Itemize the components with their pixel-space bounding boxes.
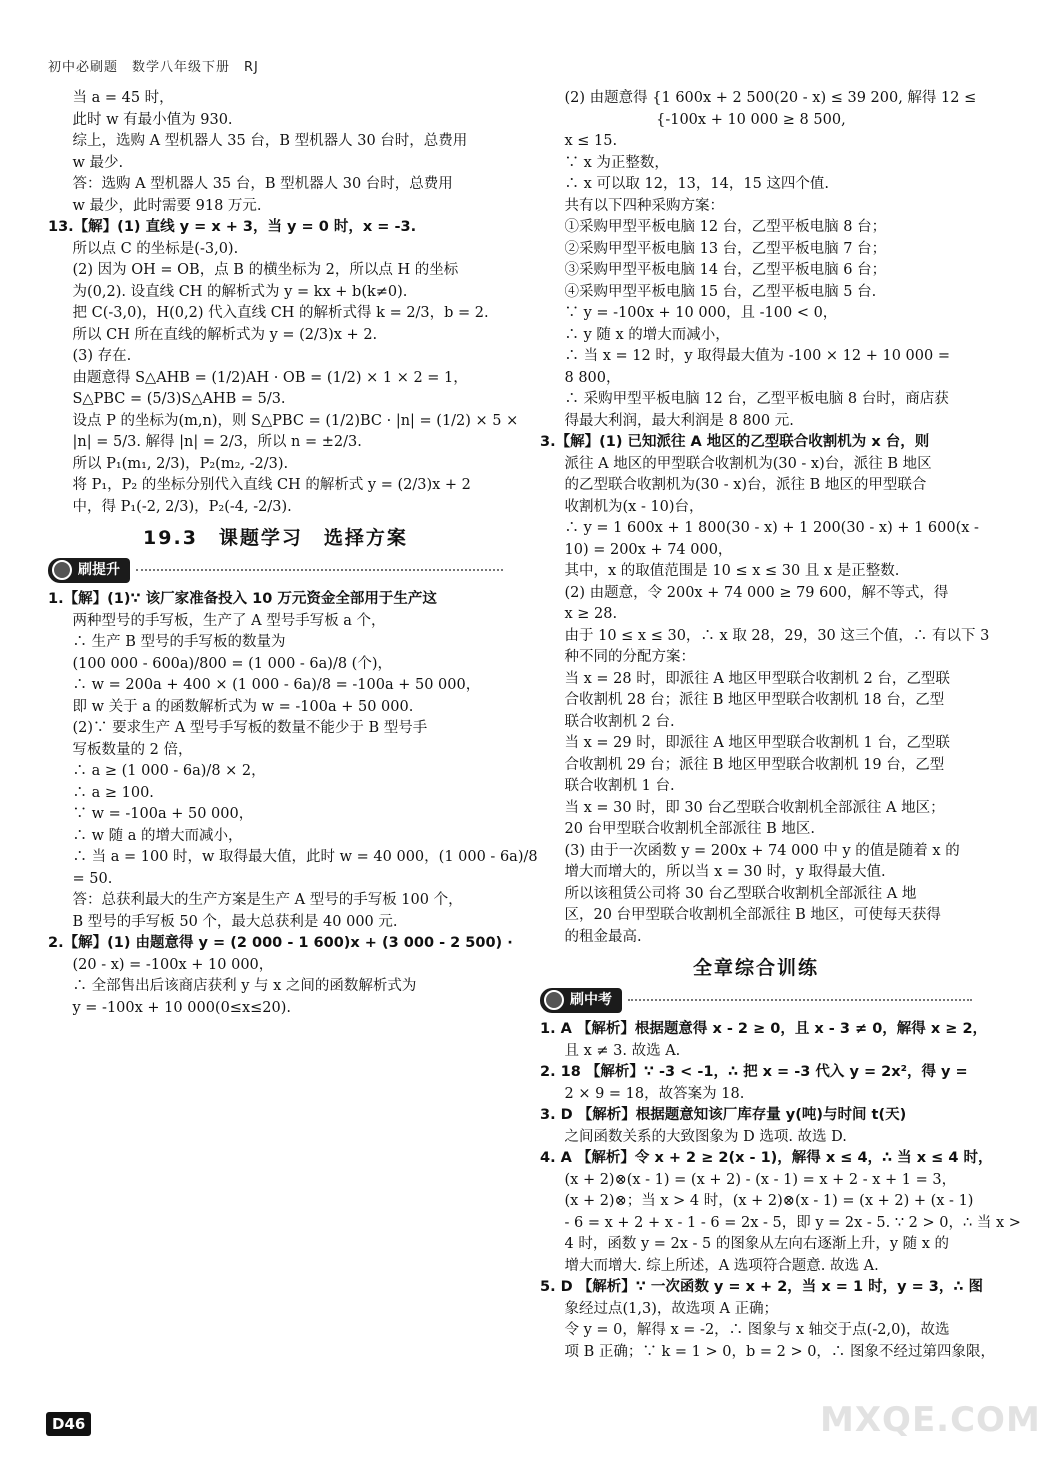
text-line: ∴ y 随 x 的增大而减小，: [550, 326, 730, 343]
text-line: = 50.: [58, 870, 113, 887]
text-line: 且 x ≠ 3. 故选 A.: [550, 1042, 681, 1059]
left-column: [48, 88, 538, 1019]
text-line: ∵ w = -100a + 50 000，: [58, 806, 254, 822]
text-line: w 最少.: [58, 154, 124, 171]
text-line: ∴ y = 1 600x + 1 800(30 - x) + 1 200(30 - x) + 1 600(x -: [550, 520, 979, 536]
text-line: ∴ w 随 a 的增大而减小，: [58, 827, 243, 844]
text-line: 的租金最高.: [550, 928, 642, 945]
text-line: 当 x = 30 时，即 30 台乙型联合收割机全部派往 A 地区；: [550, 799, 945, 816]
text-line: x ≤ 15.: [550, 133, 618, 149]
text-line: 13.【解】(1) 直线 y = x + 3，当 y = 0 时，x = -3.: [48, 219, 417, 235]
text-line: ∴ w = 200a + 400 × (1 000 - 6a)/8 = -100a + 50 000，: [58, 677, 481, 693]
badge-shuazhongkao: [540, 988, 622, 1014]
text-line: (2)∵ 要求生产 A 型号手写板的数量不能少于 B 型号手: [58, 720, 428, 736]
text-line: 当 x = 28 时，即派往 A 地区甲型联合收割机 2 台，乙型联: [550, 670, 950, 687]
text-line: 象经过点(1,3)，故选项 A 正确；: [550, 1300, 779, 1317]
dotted-rule: [628, 999, 972, 1001]
text-line: ②采购甲型平板电脑 13 台，乙型平板电脑 7 台；: [550, 240, 887, 257]
text-line: ∴ a ≥ (1 000 - 6a)/8 × 2，: [58, 763, 266, 779]
text-line: ∴ 当 a = 100 时，w 取得最大值，此时 w = 40 000，(1 000 - 6a)/8: [58, 849, 538, 865]
watermark: MXQE.COM: [820, 1400, 1041, 1440]
text-line: 种不同的分配方案：: [550, 649, 695, 665]
text-line: ∵ y = -100x + 10 000，且 -100 < 0，: [550, 305, 838, 321]
text-line: (3) 存在.: [58, 348, 132, 364]
text-line: ∴ 采购甲型平板电脑 12 台，乙型平板电脑 8 台时，商店获: [550, 391, 949, 407]
text-line: 把 C(-3,0)，H(0,2) 代入直线 CH 的解析式得 k = 2/3，b = 2.: [58, 305, 489, 321]
dotted-rule: [136, 569, 503, 571]
badge-row-2: [540, 988, 972, 1014]
text-line: 10) = 200x + 74 000，: [550, 541, 733, 558]
text-line: 写板数量的 2 倍，: [58, 741, 193, 758]
page-number: D46: [46, 1412, 91, 1436]
text-line: ③采购甲型平板电脑 14 台，乙型平板电脑 6 台；: [550, 262, 887, 278]
text-line: (x + 2)⊗；当 x > 4 时，(x + 2)⊗(x - 1) = (x + 2) + (x - 1): [550, 1193, 974, 1209]
text-line: 8 800，: [550, 369, 621, 386]
text-line: 合收割机 29 台；派往 B 地区甲型联合收割机 19 台，乙型: [550, 756, 945, 773]
text-line: |n| = 5/3. 解得 |n| = 2/3，所以 n = ±2/3.: [58, 434, 362, 450]
text-line: 增大而增大. 综上所述，A 选项符合题意. 故选 A.: [550, 1257, 879, 1274]
text-line: 即 w 关于 a 的函数解析式为 w = -100a + 50 000.: [58, 698, 414, 715]
text-line: 其中，x 的取值范围是 10 ≤ x ≤ 30 且 x 是正整数.: [550, 563, 900, 579]
text-line: 为(0,2). 设直线 CH 的解析式为 y = kx + b(k≠0).: [58, 283, 408, 300]
text-line: 此时 w 有最小值为 930.: [58, 111, 233, 128]
text-line: ∴ 生产 B 型号的手写板的数量为: [58, 634, 286, 650]
badge-icon: [544, 990, 564, 1010]
left-text-block-1: [48, 88, 519, 518]
text-line: 1.【解】(1)∵ 该厂家准备投入 10 万元资金全部用于生产这: [48, 591, 437, 607]
section-title: 19.3 课题学习 选择方案: [143, 527, 408, 549]
text-line: 答：总获利最大的生产方案是生产 A 型号的手写板 100 个，: [58, 892, 463, 908]
text-line: (3) 由于一次函数 y = 200x + 74 000 中 y 的值是随着 x 的: [550, 842, 960, 859]
text-line: 当 a = 45 时，: [58, 90, 174, 106]
badge-shuatisheng: [48, 558, 130, 584]
text-line: 4 时，函数 y = 2x - 5 的图象从左向右逐渐上升，y 随 x 的: [550, 1236, 950, 1252]
right-text-block-1: [540, 88, 990, 948]
text-line: 两种型号的手写板，生产了 A 型号手写板 a 个，: [58, 612, 386, 629]
text-line: 联合收割机 1 台.: [550, 778, 675, 794]
left-text-block-2: [48, 589, 538, 1019]
text-line: 之间函数关系的大致图象为 D 选项. 故选 D.: [550, 1128, 847, 1145]
text-line: ∵ x 为正整数，: [550, 154, 669, 171]
text-line: 4. A 【解析】令 x + 2 ≥ 2(x - 1)，解得 x ≤ 4，∴ 当 x ≤ 4 时，: [540, 1150, 993, 1166]
text-line: ∴ a ≥ 100.: [58, 784, 154, 801]
text-line: x ≥ 28.: [550, 606, 618, 622]
text-line: 当 x = 29 时，即派往 A 地区甲型联合收割机 1 台，乙型联: [550, 735, 950, 751]
text-line: 5. D 【解析】∵ 一次函数 y = x + 2，当 x = 1 时，y = 3，∴ 图: [540, 1279, 984, 1295]
text-line: 2. 18 【解析】∵ -3 < -1，∴ 把 x = -3 代入 y = 2x²，得 y =: [540, 1064, 968, 1080]
badge-icon: [52, 560, 72, 580]
text-line: ∴ x 可以取 12，13，14，15 这四个值.: [550, 176, 830, 192]
text-line: 将 P₁，P₂ 的坐标分别代入直线 CH 的解析式 y = (2/3)x + 2: [58, 477, 471, 493]
text-line: 收割机为(x - 10)台，: [550, 498, 704, 515]
running-header: 初中必刷题 数学八年级下册 RJ: [48, 60, 259, 75]
text-line: 所以点 C 的坐标是(-3,0).: [58, 240, 239, 257]
badge-label: 刷中考: [570, 991, 612, 1008]
text-line: 联合收割机 2 台.: [550, 713, 675, 730]
right-text-block-2: [540, 1019, 1021, 1363]
text-line: 设点 P 的坐标为(m,n)，则 S△PBC = (1/2)BC · |n| = (1/2) × 5 ×: [58, 412, 519, 429]
right-column: [540, 88, 1021, 1363]
text-line: 20 台甲型联合收割机全部派往 B 地区.: [550, 821, 816, 837]
text-line: S△PBC = (5/3)S△AHB = 5/3.: [58, 391, 286, 407]
text-line: (2) 由题意得 {1 600x + 2 500(20 - x) ≤ 39 200, 解得 12 ≤: [550, 90, 977, 106]
text-line: 得最大利润，最大利润是 8 800 元.: [550, 412, 794, 429]
text-line: 项 B 正确；∵ k = 1 > 0，b = 2 > 0，∴ 图象不经过第四象限，: [550, 1343, 996, 1360]
text-line: 共有以下四种采购方案：: [550, 197, 724, 214]
text-line: 1. A 【解析】根据题意得 x - 2 ≥ 0，且 x - 3 ≠ 0，解得 x ≥ 2，: [540, 1021, 988, 1037]
text-line: 的乙型联合收割机为(30 - x)台，派往 B 地区的甲型联合: [550, 477, 927, 493]
text-line: 所以该租赁公司将 30 台乙型联合收割机全部派往 A 地: [550, 885, 917, 902]
text-line: (2) 由题意，令 200x + 74 000 ≥ 79 600，解不等式，得: [550, 584, 949, 601]
badge-row-1: [48, 558, 503, 584]
text-line: ∴ 全部售出后该商店获利 y 与 x 之间的函数解析式为: [58, 978, 417, 994]
badge-label: 刷提升: [78, 561, 120, 578]
section-title-2: 全章综合训练: [692, 957, 819, 979]
text-line: 令 y = 0，解得 x = -2，∴ 图象与 x 轴交于点(-2,0)，故选: [550, 1322, 950, 1338]
text-line: 2.【解】(1) 由题意得 y = (2 000 - 1 600)x + (3 000 - 2 500) ·: [48, 935, 513, 951]
text-line: 中，得 P₁(-2, 2/3)，P₂(-4, -2/3).: [58, 498, 292, 515]
text-line: - 6 = x + 2 + x - 1 - 6 = 2x - 5，即 y = 2x - 5. ∵ 2 > 0，∴ 当 x >: [550, 1214, 1021, 1231]
text-line: B 型号的手写板 50 个，最大总获利是 40 000 元.: [58, 913, 398, 930]
text-line: ①采购甲型平板电脑 12 台，乙型平板电脑 8 台；: [550, 219, 887, 235]
text-line: 所以 P₁(m₁, 2/3)，P₂(m₂, -2/3).: [58, 455, 289, 472]
text-line: ∴ 当 x = 12 时，y 取得最大值为 -100 × 12 + 10 000 =: [550, 348, 950, 364]
text-line: 综上，选购 A 型机器人 35 台，B 型机器人 30 台时，总费用: [58, 133, 468, 149]
text-line: (2) 因为 OH = OB，点 B 的横坐标为 2，所以点 H 的坐标: [58, 262, 459, 278]
text-line: w 最少，此时需要 918 万元.: [58, 197, 262, 214]
text-line: 3.【解】(1) 已知派往 A 地区的乙型联合收割机为 x 台，则: [540, 434, 930, 450]
text-line: 由于 10 ≤ x ≤ 30，∴ x 取 28，29，30 这三个值，∴ 有以下 3: [550, 627, 990, 644]
text-line: 派往 A 地区的甲型联合收割机为(30 - x)台，派往 B 地区: [550, 455, 932, 472]
text-line: 区，20 台甲型联合收割机全部派往 B 地区，可使每天获得: [550, 907, 941, 923]
text-line: 由题意得 S△AHB = (1/2)AH · OB = (1/2) × 1 × 2 = 1，: [58, 369, 468, 386]
text-line: 合收割机 28 台；派往 B 地区甲型联合收割机 18 台，乙型: [550, 692, 945, 708]
text-line: {-100x + 10 000 ≥ 8 500,: [550, 111, 846, 128]
text-line: 3. D 【解析】根据题意知该厂库存量 y(吨)与时间 t(天): [540, 1107, 907, 1123]
text-line: y = -100x + 10 000(0≤x≤20).: [58, 999, 291, 1016]
text-line: 所以 CH 所在直线的解析式为 y = (2/3)x + 2.: [58, 326, 378, 343]
text-line: 答：选购 A 型机器人 35 台，B 型机器人 30 台时，总费用: [58, 176, 453, 192]
text-line: (100 000 - 600a)/800 = (1 000 - 6a)/8 (个)，: [58, 655, 392, 672]
text-line: (x + 2)⊗(x - 1) = (x + 2) - (x - 1) = x + 2 - x + 1 = 3，: [550, 1171, 957, 1188]
text-line: 增大而增大的，所以当 x = 30 时，y 取得最大值.: [550, 864, 886, 880]
text-line: ④采购甲型平板电脑 15 台，乙型平板电脑 5 台.: [550, 283, 877, 300]
text-line: (20 - x) = -100x + 10 000，: [58, 956, 274, 973]
text-line: 2 × 9 = 18，故答案为 18.: [550, 1085, 745, 1102]
